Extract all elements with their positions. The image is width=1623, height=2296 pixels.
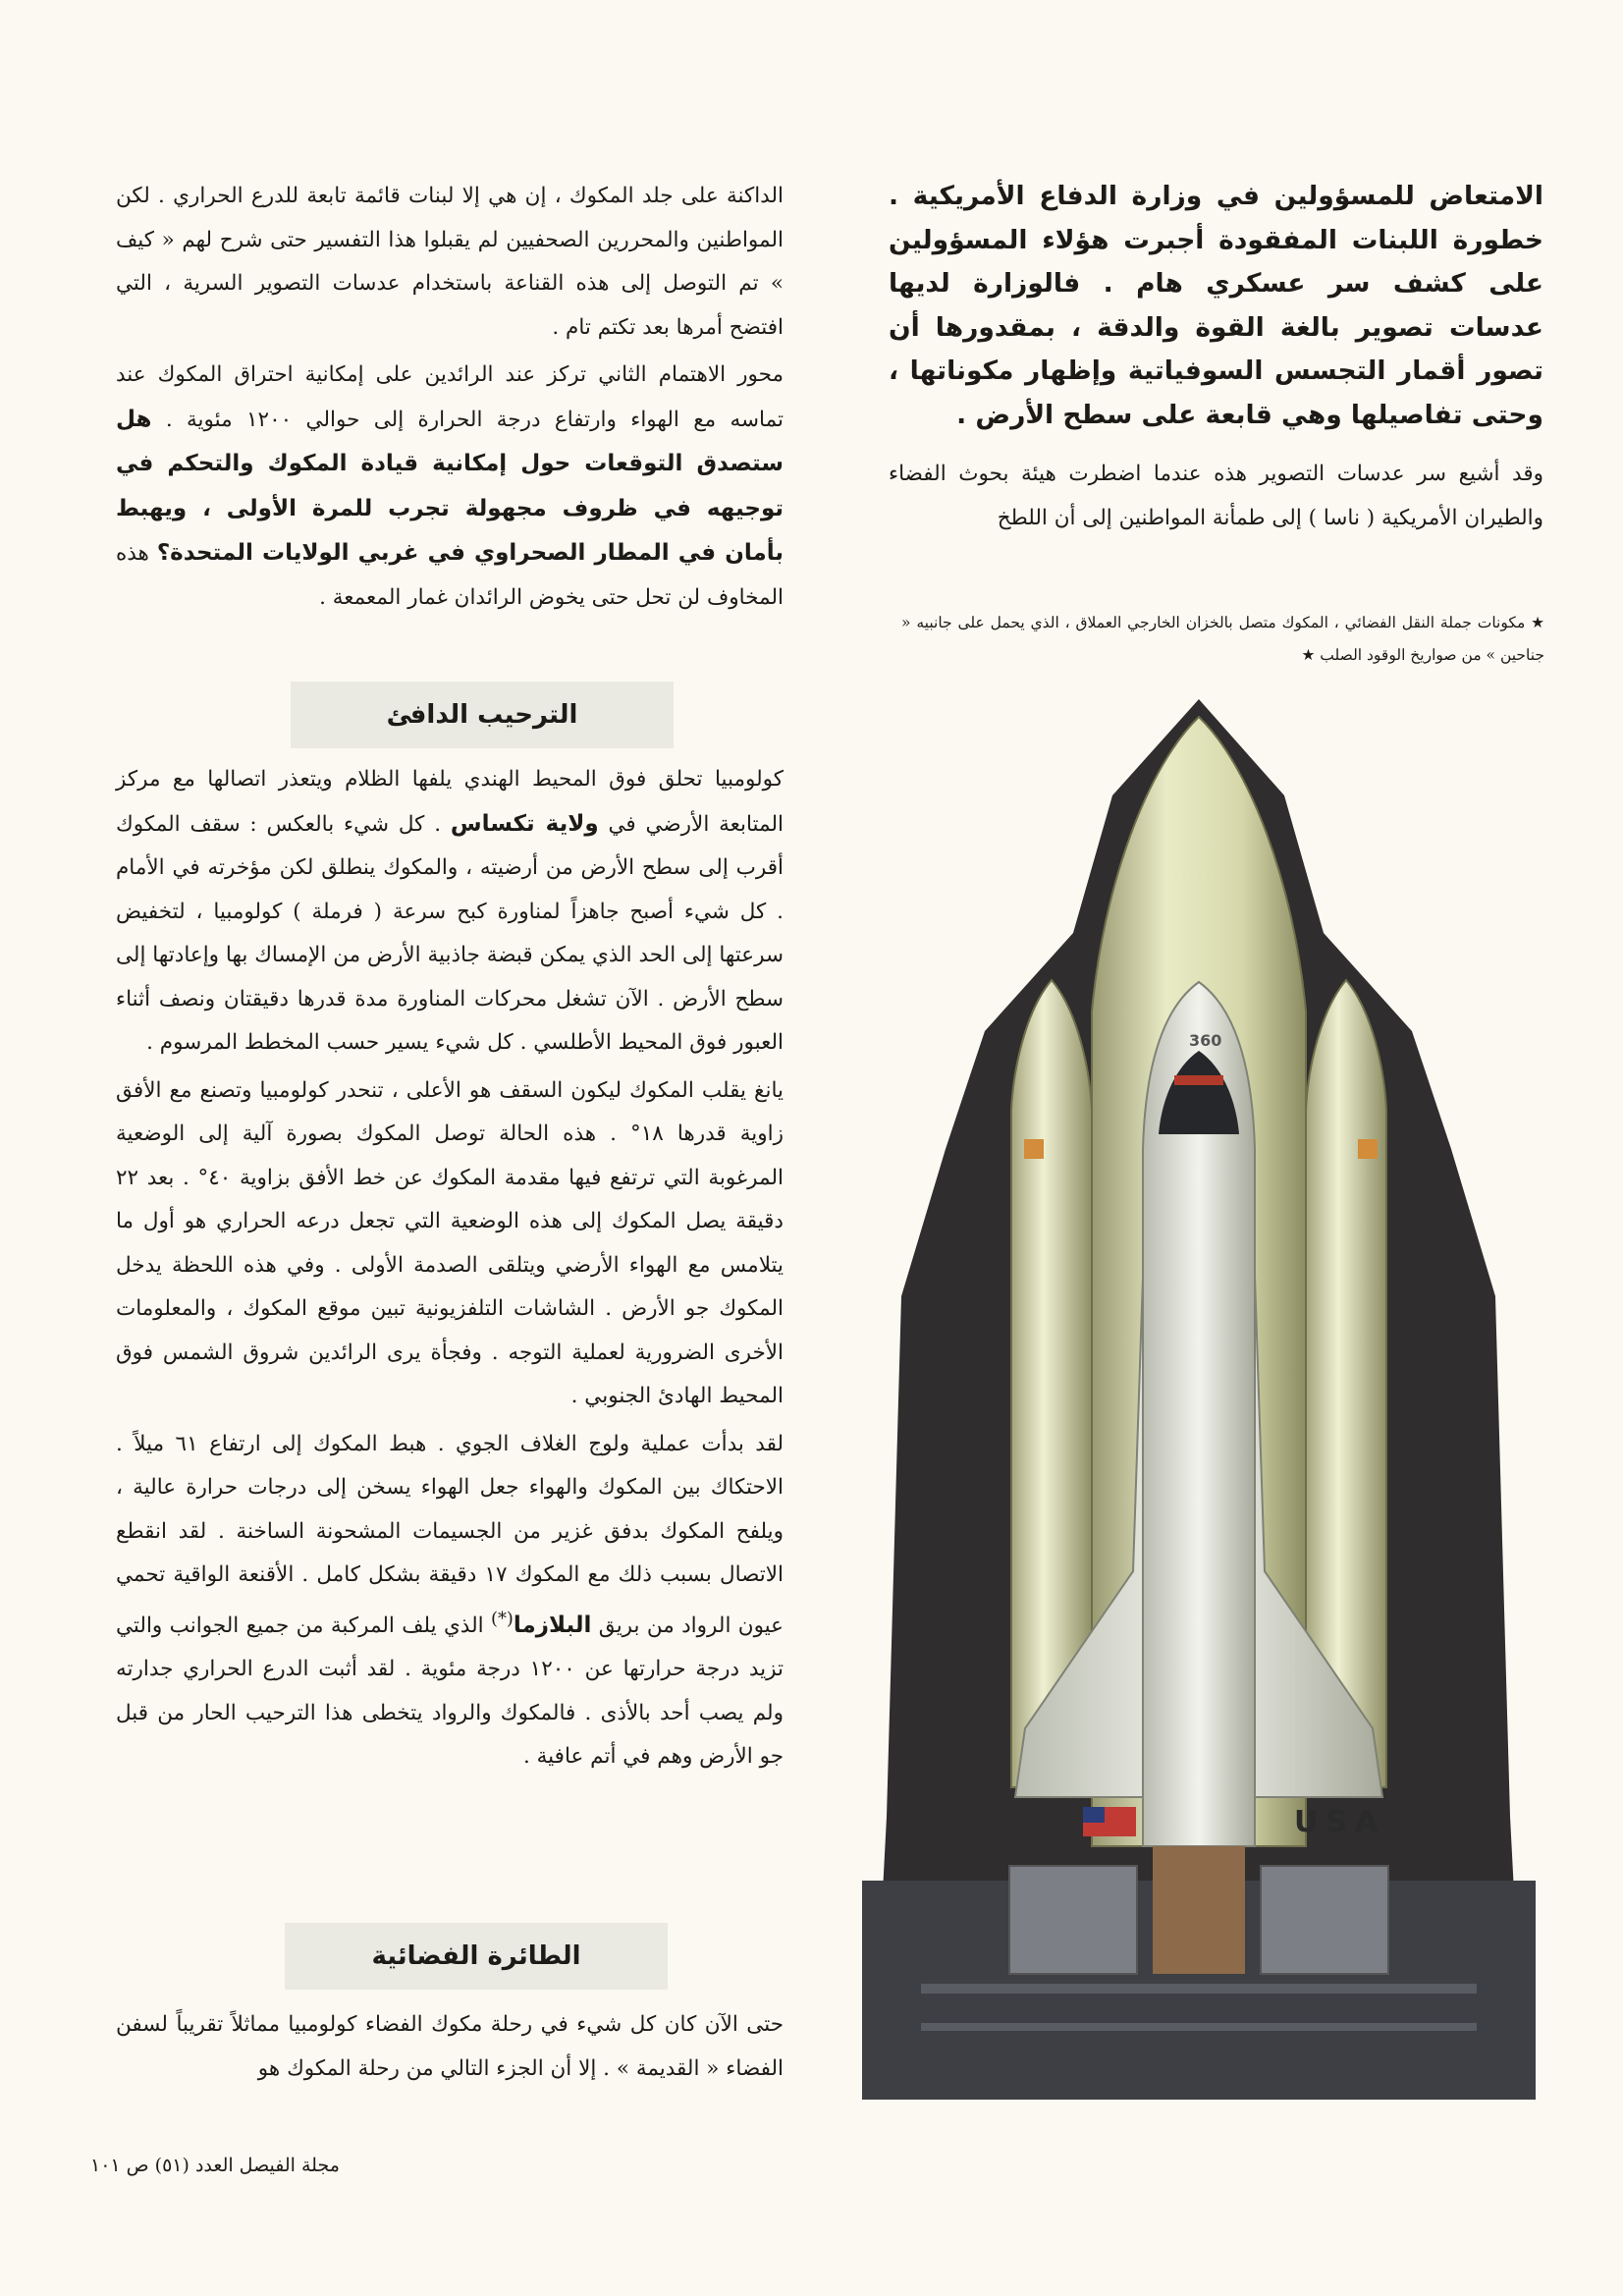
left-paragraph-2-bold: هل ستصدق التوقعات حول إمكانية قيادة المكوك والتحكم في توجيهه في ظروف مجهولة تجرب للمرة الأولى ، ويهبط بأمان في المطار الصحراوي في غربي الولايات المتحدة؟: [116, 406, 784, 566]
space-shuttle-photo: [862, 687, 1536, 2100]
left-column-top: [116, 175, 784, 624]
space-shuttle-illustration: [862, 687, 1536, 2100]
us-flag-canton: [1083, 1807, 1105, 1823]
orbiter-nose-band: [1174, 1075, 1223, 1085]
section-1-p3-start: لقد بدأت عملية ولوج الغلاف الجوي . هبط المكوك إلى ارتفاع ٦١ ميلاً . الاحتكاك بين المكوك والهواء جعل الهواء يسخن إلى درجات حرارة عالية ، ويلفح المكوك بدفق غزير من الجسيمات المشحونة الساخنة . لقد انقطع الاتصال بسبب ذلك مع المكوك ١٧ دقيقة بشكل كامل . الأقنعة الواقية تحمي عيون الرواد من بريق: [116, 1431, 784, 1638]
left-engine-housing: [1009, 1866, 1137, 1974]
section-1-p3-end: الذي يلف المركبة من جميع الجوانب والتي تزيد درجة حرارتها عن ١٢٠٠ درجة مئوية . لقد أثبت الدرع الحراري جدارته ولم يصب أحد بالأذى . فالمكوك والرواد يتخطى هذا الترحيب الحار من قبل جو الأرض وهم في أتم عافية .: [116, 1613, 784, 1770]
right-column: [889, 175, 1543, 544]
left-paragraph-2: [116, 354, 784, 620]
right-booster-marking: [1358, 1139, 1378, 1159]
section-1-paragraph-3: [116, 1423, 784, 1779]
section-heading-warm-welcome: [291, 682, 674, 748]
section-1-paragraph-1: [116, 758, 784, 1066]
left-column-section-1: [116, 758, 784, 1783]
section-2-paragraph-1: حتى الآن كان كل شيء في رحلة مكوك الفضاء كولومبيا مماثلاً تقريباً لسفن الفضاء « القديمة » . إلا أن الجزء التالي من رحلة المكوك هو: [116, 2012, 784, 2081]
gantry-beam: [921, 1984, 1477, 1994]
usa-label: USA: [1294, 1805, 1386, 1839]
right-engine-housing: [1261, 1866, 1388, 1974]
section-heading-1-text: الترحيب الدافئ: [386, 700, 578, 730]
left-paragraph-1: الداكنة على جلد المكوك ، إن هي إلا لبنات قائمة تابعة للدرع الحراري . لكن المواطنين والمحررين الصحفيين لم يقبلوا هذا التفسير حتى شرح لهم « كيف » تم التوصل إلى هذه القناعة باستخدام عدسات التصوير السرية ، التي افتضح أمرها بعد تكتم تام .: [116, 184, 784, 340]
section-heading-space-plane: [285, 1923, 668, 1990]
tank-label: 360: [1189, 1031, 1222, 1050]
section-1-p1-bold: ولاية تكساس: [450, 810, 599, 837]
left-paragraph-2-end: هذه المخاوف لن تحل حتى يخوض الرائدان غمار المعمعة .: [116, 541, 784, 610]
center-engines: [1153, 1846, 1245, 1974]
page-footer: مجلة الفيصل العدد (٥١) ص ١٠١: [90, 2155, 340, 2176]
right-bold-paragraph: الامتعاض للمسؤولين في وزارة الدفاع الأمريكية . خطورة اللبنات المفقودة أجبرت هؤلاء المسؤولين على كشف سر عسكري هام . فالوزارة لديها عدسات تصوير بالغة القوة والدقة ، بمقدورها أن تصور أقمار التجسس السوفياتية وإظهار مكوناتها ، وحتى تفاصيلها وهي قابعة على سطح الأرض .: [889, 181, 1543, 430]
section-1-paragraph-2: يانغ يقلب المكوك ليكون السقف هو الأعلى ، تنحدر كولومبيا وتصنع مع الأفق زاوية قدرها ١٨° . هذه الحالة توصل المكوك بصورة آلية إلى الوضعية المرغوبة التي ترتفع فيها مقدمة المكوك عن خط الأفق بزاوية ٤٠° . بعد ٢٢ دقيقة يصل المكوك إلى هذه الوضعية التي تجعل درعه الحراري هو أول ما يتلامس مع الهواء الأرضي ويتلقى الصدمة الأولى . وفي هذه اللحظة يدخل المكوك جو الأرض . الشاشات التلفزيونية تبين موقع المكوك ، والمعلومات الأخرى الضرورية لعملية التوجه . وفجأة يرى الرائدين شروق الشمس فوق المحيط الهادئ الجنوبي .: [116, 1077, 784, 1408]
section-1-p1-start: كولومبيا تحلق فوق المحيط الهندي يلفها الظلام ويتعذر اتصالها مع مركز المتابعة الأرضي في: [116, 767, 784, 837]
photo-caption: ★ مكونات جملة النقل الفضائي ، المكوك متصل بالخزان الخارجي العملاق ، الذي يحمل على جانبيه « جناحين » من صواريخ الوقود الصلب ★: [901, 614, 1544, 664]
section-1-p1-end: . كل شيء بالعكس : سقف المكوك أقرب إلى سطح الأرض من أرضيته ، والمكوك ينطلق لكن مؤخرته في الأمام . كل شيء أصبح جاهزاً لمناورة كبح سرعة ( فرملة ) كولومبيا ، لتخفيض سرعتها إلى الحد الذي يمكن قبضة جاذبية الأرض من الإمساك بها وإعادتها إلى سطح الأرض . الآن تشغل محركات المناورة مدة قدرها دقيقتان ونصف أثناء العبور فوق المحيط الأطلسي . كل شيء يسير حسب المخطط المرسوم .: [116, 811, 784, 1055]
section-heading-2-text: الطائرة الفضائية: [371, 1941, 581, 1971]
gantry-beam-lower: [921, 2023, 1477, 2031]
section-1-p3-bold: البلازما: [513, 1612, 592, 1638]
left-column-section-2: [116, 2003, 784, 2095]
footnote-mark: (*): [490, 1608, 514, 1629]
left-paragraph-2-start: محور الاهتمام الثاني تركز عند الرائدين على إمكانية احتراق المكوك عند تماسه مع الهواء وارتفاع درجة الحرارة إلى حوالي ١٢٠٠ مئوية .: [116, 362, 784, 432]
left-booster-marking: [1024, 1139, 1044, 1159]
right-paragraph: وقد أشيع سر عدسات التصوير هذه عندما اضطرت هيئة بحوث الفضاء والطيران الأمريكية ( ناسا ) إلى طمأنة المواطنين إلى أن اللطخ: [889, 462, 1543, 530]
